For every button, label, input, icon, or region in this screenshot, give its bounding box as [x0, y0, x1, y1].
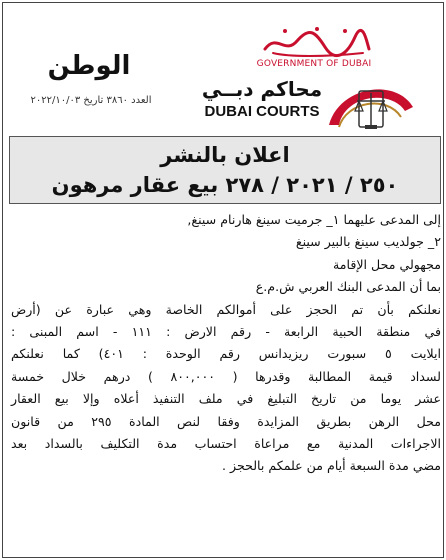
notice-page [2, 2, 444, 558]
header [3, 3, 443, 131]
body-line: محل الرهن بطريق المزايدة وفقا لنص المادة ٢٩٥ من قانون [11, 413, 441, 429]
body-line-defendant-2: ٢_ جولديب سينغ بالبير سينغ [295, 234, 441, 250]
body-line-plaintiff: بما أن المدعى البنك العربي ش.م.ع [255, 279, 441, 295]
government-of-dubai-label: GOVERNMENT OF DUBAI [256, 59, 372, 69]
notice-heading: اعلان بالنشر [160, 143, 290, 167]
body-line: لسداد قيمة المطالبة وقدرها ( ٨٠٠,٠٠٠ ) درهم خلال خمسة [11, 368, 441, 384]
body-line-last: مضي مدة السبعة أيام من علمكم بالحجز . [221, 458, 441, 474]
dubai-courts-arabic-name: محاكم دبــي [201, 77, 323, 101]
body-line: الاجراءات المدنية مع مراعاة احتساب مدة التكليف بالسداد بعد [11, 436, 441, 452]
body-line: عشر يوما من تاريخ التبليغ في ملف التنفيذ أعلاه وإلا بيع العقار [11, 391, 441, 407]
notice-body [11, 209, 441, 478]
case-number-heading: ٢٥٠ / ٢٠٢١ / ٢٧٨ بيع عقار مرهون [51, 173, 399, 197]
body-line: ايلايت ٥ سبورت ريزيدانس رقم الوحدة : ٤٠١) كما نعلنكم [11, 346, 441, 362]
body-line-unknown-residence: مجهولي محل الإقامة [333, 256, 441, 272]
issue-number-date: العدد ٣٨٦٠ تاريخ ٢٠٢٢/١٠/٠٣ [30, 95, 152, 106]
body-line-defendants: إلى المدعى عليهما ١_ جرميت سينغ هارنام سينغ, [187, 212, 441, 227]
body-line: نعلنكم بأن تم الحجز على أموالكم الخاصة وهي عبارة عن (أرض [11, 301, 441, 317]
newspaper-masthead: الوطن [47, 51, 131, 81]
dubai-courts-english-name: DUBAI COURTS [204, 103, 320, 120]
notice-title-box [9, 136, 441, 204]
dubai-courts-emblem-icon [325, 81, 417, 131]
government-of-dubai-logo [255, 25, 375, 59]
body-line: في منطقة الحبية الرابعة - رقم الارض : ١١١ - اسم المبنى : [11, 324, 441, 340]
